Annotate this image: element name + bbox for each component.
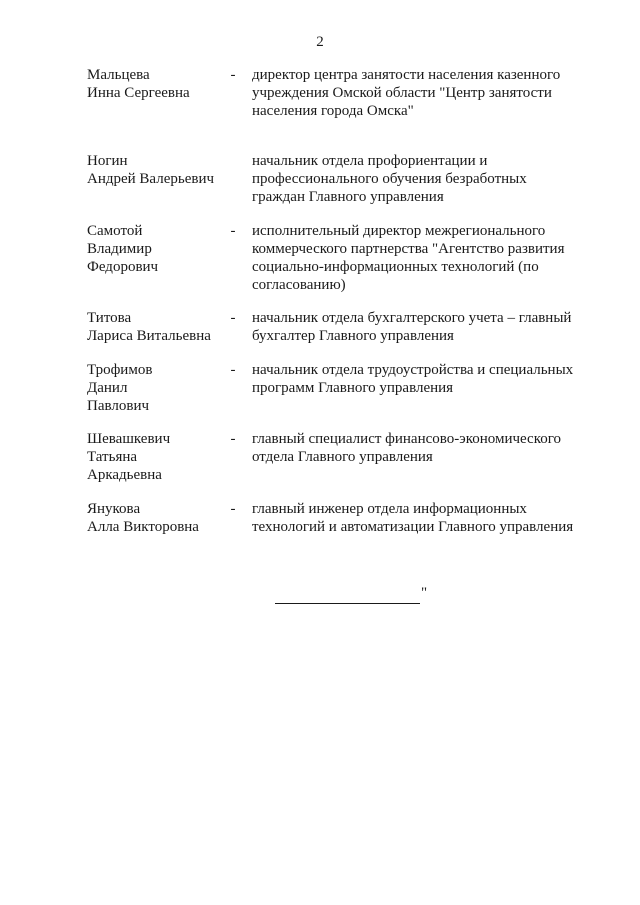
position-line: начальник отдела трудоустройства и специальных: [252, 362, 574, 378]
position-line: профессионального обучения безработных: [252, 171, 527, 187]
separator-dash: -: [230, 431, 236, 447]
person-name: [87, 500, 227, 536]
person-name: [87, 309, 227, 345]
separator-dash: -: [230, 223, 236, 239]
page-number: 2: [316, 34, 324, 50]
name-line: Трофимов: [87, 362, 153, 378]
position-line: директор центра занятости населения казенного: [252, 67, 561, 83]
closing-quote: ": [421, 585, 428, 601]
position-line: отдела Главного управления: [252, 449, 433, 465]
name-line: Ногин: [87, 153, 128, 169]
position-line: согласованию): [252, 277, 346, 293]
job-position: [252, 361, 587, 397]
job-position: [252, 222, 587, 294]
separator-dash: -: [230, 501, 236, 517]
job-position: [252, 66, 587, 120]
person-name: [87, 66, 227, 102]
person-name: [87, 222, 227, 276]
separator-dash: -: [230, 310, 236, 326]
person-name: [87, 430, 227, 484]
job-position: [252, 309, 587, 345]
name-line: Лариса Витальевна: [87, 328, 211, 344]
name-line: Павлович: [87, 398, 150, 414]
position-line: граждан Главного управления: [252, 189, 444, 205]
position-line: главный инженер отдела информационных: [252, 501, 527, 517]
position-line: исполнительный директор межрегионального: [252, 223, 546, 239]
name-line: Данил: [87, 380, 128, 396]
name-line: Татьяна: [87, 449, 138, 465]
name-line: Аркадьевна: [87, 467, 162, 483]
position-line: начальник отдела профориентации и: [252, 153, 488, 169]
separator-dash: -: [230, 67, 236, 83]
name-line: Федорович: [87, 259, 159, 275]
name-line: Алла Викторовна: [87, 519, 199, 535]
position-line: бухгалтер Главного управления: [252, 328, 454, 344]
position-line: населения города Омска": [252, 103, 414, 119]
name-line: Инна Сергеевна: [87, 85, 190, 101]
job-position: [252, 430, 587, 466]
position-line: программ Главного управления: [252, 380, 454, 396]
name-line: Титова: [87, 310, 132, 326]
job-position: [252, 500, 587, 536]
position-line: главный специалист финансово-экономического: [252, 431, 562, 447]
position-line: коммерческого партнерства "Агентство развития: [252, 241, 565, 257]
position-line: социально-информационных технологий (по: [252, 259, 539, 275]
name-line: Андрей Валерьевич: [87, 171, 215, 187]
name-line: Владимир: [87, 241, 152, 257]
name-line: Самотой: [87, 223, 143, 239]
position-line: учреждения Омской области "Центр занятости: [252, 85, 552, 101]
person-name: [87, 361, 227, 415]
person-name: [87, 152, 227, 188]
name-line: Шевашкевич: [87, 431, 171, 447]
name-line: Янукова: [87, 501, 141, 517]
separator-dash: -: [230, 362, 236, 378]
job-position: [252, 152, 587, 206]
name-line: Мальцева: [87, 67, 150, 83]
position-line: начальник отдела бухгалтерского учета – главный: [252, 310, 572, 326]
signature-rule: [275, 589, 420, 604]
closing-line: [275, 586, 427, 604]
position-line: технологий и автоматизации Главного управления: [252, 519, 574, 535]
